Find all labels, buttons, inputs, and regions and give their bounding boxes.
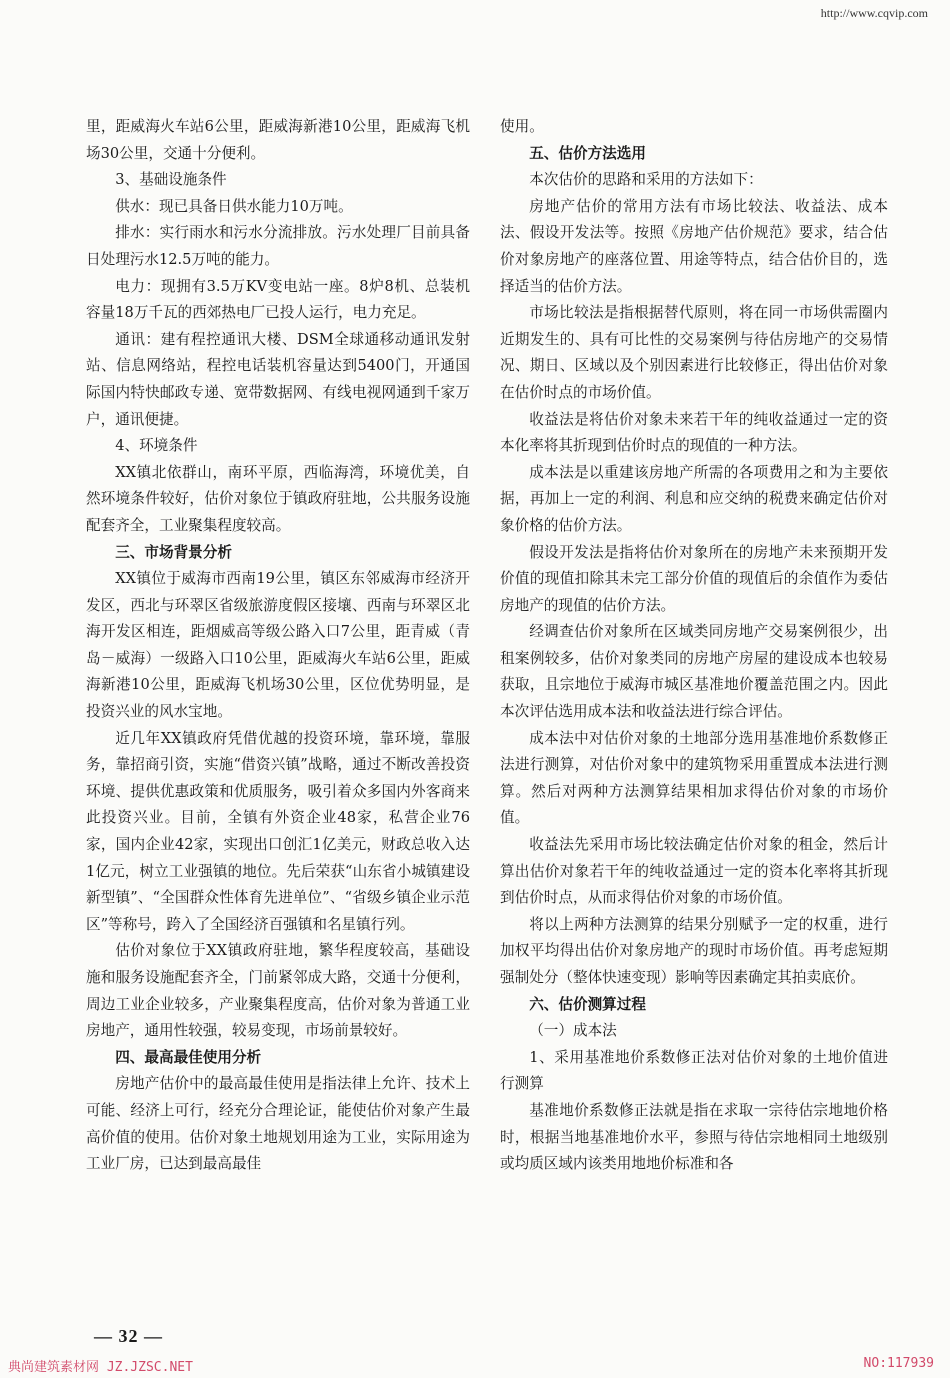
paragraph: 估价对象位于XX镇政府驻地，繁华程度较高，基础设施和服务设施配套齐全，门前紧邻成大路，交通十分便利，周边工业企业较多，产业聚集程度高，估价对象为普通工业房地产，通用性较强，较易变现，市场前景较好。 — [86, 942, 470, 1040]
paragraph: （一）成本法 — [529, 1022, 617, 1040]
section-heading: 三、市场背景分析 — [115, 543, 232, 561]
paragraph: 3、基础设施条件 — [115, 171, 227, 189]
section-heading: 四、最高最佳使用分析 — [115, 1048, 262, 1066]
paragraph: XX镇北依群山，南环平原，西临海湾，环境优美，自然环境条件较好，估价对象位于镇政府驻地，公共服务设施配套齐全，工业聚集程度较高。 — [86, 463, 470, 534]
paragraph: 排水：实行雨水和污水分流排放。污水处理厂目前具备日处理污水12.5万吨的能力。 — [86, 224, 470, 268]
paragraph: 将以上两种方法测算的结果分别赋予一定的权重，进行加权平均得出估价对象房地产的现时市场价值。再考虑短期强制处分（整体快速变现）影响等因素确定其拍卖底价。 — [500, 915, 888, 986]
left-text-column — [86, 114, 470, 1178]
paragraph: XX镇位于威海市西南19公里，镇区东邻威海市经济开发区，西北与环翠区省级旅游度假区接壤、西南与环翠区北海开发区相连，距烟威高等级公路入口7公里，距青威（青岛－威海）一级路入口10公里，距威海火车站6公里，距威海新港10公里，距威海飞机场30公里，区位优势明显，是投资兴业的风水宝地。 — [86, 570, 470, 721]
paragraph: 本次估价的思路和采用的方法如下： — [529, 171, 763, 189]
paragraph: 1、采用基准地价系数修正法对估价对象的土地价值进行测算 — [500, 1048, 888, 1093]
paragraph: 房地产估价中的最高最佳使用是指法律上允许、技术上可能、经济上可行，经充分合理论证，能使估价对象产生最高价值的使用。估价对象土地规划用途为工业，实际用途为工业厂房，已达到最高最佳 — [86, 1075, 470, 1173]
paragraph: 通讯：建有程控通讯大楼、DSM全球通移动通讯发射站、信息网络站，程控电话装机容量达到5400门，开通国际国内特快邮政专递、宽带数据网、有线电视网通到千家万户，通讯便捷。 — [86, 330, 470, 428]
paragraph: 成本法是以重建该房地产所需的各项费用之和为主要依据，再加上一定的利润、利息和应交纳的税费来确定估价对象价格的估价方法。 — [500, 463, 888, 534]
paragraph: 成本法中对估价对象的土地部分选用基准地价系数修正法进行测算，对估价对象中的建筑物采用重置成本法进行测算。然后对两种方法测算结果相加求得估价对象的市场价值。 — [500, 729, 888, 827]
paragraph: 经调查估价对象所在区域类同房地产交易案例很少，出租案例较多，估价对象类同的房地产房屋的建设成本也较易获取，且宗地位于威海市城区基准地价覆盖范围之内。因此本次评估选用成本法和收益法进行综合评估。 — [500, 623, 888, 721]
paragraph: 房地产估价的常用方法有市场比较法、收益法、成本法、假设开发法等。按照《房地产估价规范》要求，结合估价对象房地产的座落位置、用途等特点，结合估价目的，选择适当的估价方法。 — [500, 197, 888, 295]
section-heading: 五、估价方法选用 — [529, 144, 646, 162]
paragraph: 市场比较法是指根据替代原则，将在同一市场供需圈内近期发生的、具有可比性的交易案例与待估房地产的交易情况、期日、区域以及个别因素进行比较修正，得出估价对象在估价时点的市场价值。 — [500, 304, 888, 401]
paragraph: 供水：现已具备日供水能力10万吨。 — [115, 197, 353, 215]
right-text-column — [500, 114, 888, 1178]
paragraph: 收益法先采用市场比较法确定估价对象的租金，然后计算出估价对象若干年的纯收益通过一定的资本化率将其折现到估价时点，从而求得估价对象的市场价值。 — [500, 836, 888, 907]
paragraph: 电力：现拥有3.5万KV变电站一座。8炉8机、总装机容量18万千瓦的西郊热电厂已投人运行，电力充足。 — [86, 277, 470, 322]
section-heading: 六、估价测算过程 — [529, 995, 646, 1013]
source-url[interactable]: http://www.cqvip.com — [820, 6, 928, 20]
watermark-site-label: 典尚建筑素材网 JZ.JZSC.NET — [8, 1360, 193, 1375]
page-number: — 32 — — [94, 1326, 163, 1346]
paragraph: 里，距威海火车站6公里，距威海新港10公里，距威海飞机场30公里，交通十分便利。 — [86, 118, 470, 162]
paragraph: 假设开发法是指将估价对象所在的房地产未来预期开发价值的现值扣除其未完工部分价值的现值后的余值作为委估房地产的现值的估价方法。 — [500, 543, 888, 614]
document-id-label: NO:117939 — [863, 1356, 934, 1371]
paragraph: 使用。 — [500, 118, 544, 135]
paragraph: 近几年XX镇政府凭借优越的投资环境，靠环境，靠服务，靠招商引资，实施“借资兴镇”战略，通过不断改善投资环境、提供优惠政策和优质服务，吸引着众多国内外客商来此投资兴业。目前，全镇有外资企业48家，私营企业76家，国内企业42家，实现出口创汇1亿美元，财政总收入达1亿元，树立工业强镇的地位。先后荣获“山东省小城镇建设新型镇”、“全国群众性体育先进单位”、“省级乡镇企业示范区”等称号，跨入了全国经济百强镇和名星镇行列。 — [86, 729, 470, 933]
paragraph: 基准地价系数修正法就是指在求取一宗待估宗地地价格时，根据当地基准地价水平，参照与待估宗地相同土地级别或均质区域内该类用地地价标准和各 — [500, 1101, 888, 1173]
paragraph: 4、环境条件 — [115, 437, 198, 455]
paragraph: 收益法是将估价对象未来若干年的纯收益通过一定的资本化率将其折现到估价时点的现值的一种方法。 — [500, 410, 888, 455]
